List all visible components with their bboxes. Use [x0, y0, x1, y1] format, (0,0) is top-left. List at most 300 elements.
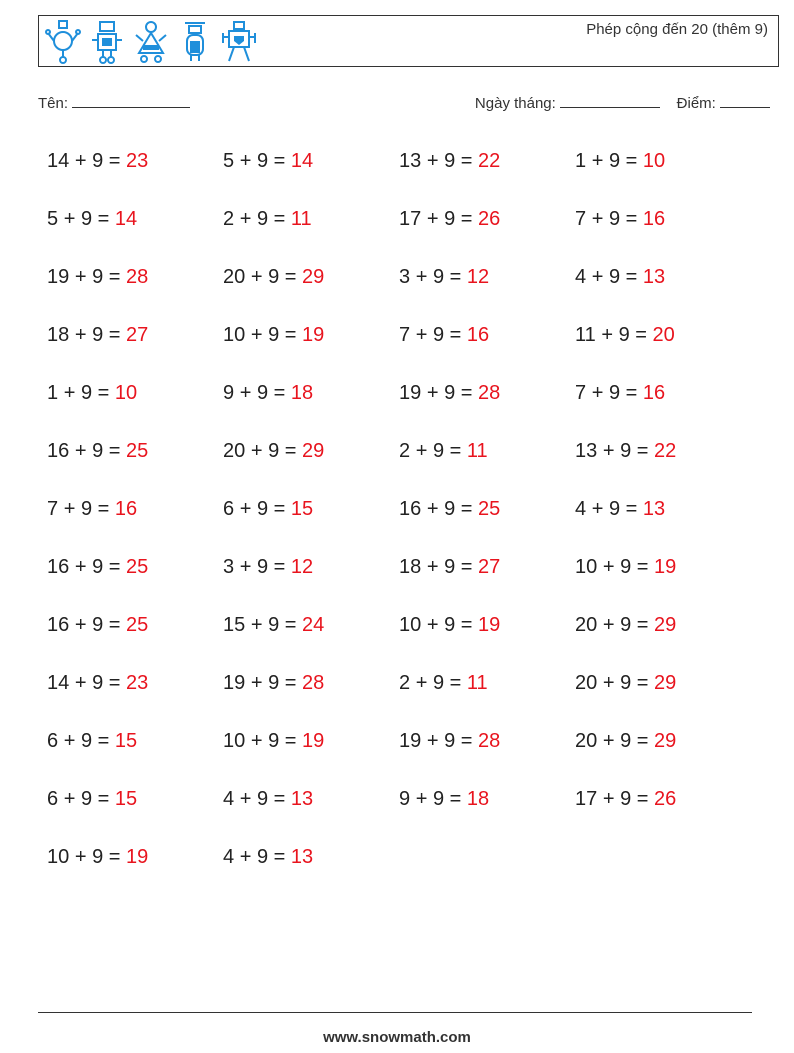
problem	[575, 725, 751, 783]
operand-b: 9	[256, 208, 269, 230]
problem	[223, 493, 399, 551]
robot-2-icon	[89, 19, 125, 65]
answer: 28	[302, 672, 325, 694]
plus-sign: +	[415, 324, 428, 346]
date-blank[interactable]	[560, 93, 660, 108]
plus-sign: +	[239, 150, 252, 172]
answer: 13	[642, 266, 666, 288]
answer: 29	[302, 440, 325, 462]
operand-a: 3	[399, 266, 411, 288]
operand-a: 4	[223, 788, 235, 810]
plus-sign: +	[250, 266, 263, 288]
name-label: Tên:	[38, 95, 69, 112]
problem	[575, 377, 751, 435]
operand-a: 16	[47, 614, 70, 636]
answer: 15	[114, 788, 138, 810]
plus-sign: +	[602, 440, 615, 462]
answer: 28	[478, 382, 501, 404]
problem	[399, 783, 575, 841]
problem	[47, 203, 223, 261]
answer: 25	[478, 498, 501, 520]
date-score-fields	[475, 93, 770, 112]
operand-a: 9	[223, 382, 235, 404]
operand-a: 20	[575, 672, 598, 694]
problem-row	[47, 493, 751, 551]
operand-a: 17	[399, 208, 422, 230]
plus-sign: +	[74, 614, 87, 636]
operand-b: 9	[256, 556, 269, 578]
plus-sign: +	[415, 788, 428, 810]
operand-a: 11	[575, 324, 596, 346]
problem	[47, 841, 223, 899]
equals-sign: =	[108, 324, 121, 346]
plus-sign: +	[74, 440, 87, 462]
problem	[47, 435, 223, 493]
operand-a: 10	[47, 846, 70, 868]
problem	[223, 783, 399, 841]
answer: 16	[114, 498, 138, 520]
plus-sign: +	[63, 788, 76, 810]
operand-b: 9	[92, 556, 104, 578]
answer: 23	[126, 150, 149, 172]
operand-b: 9	[256, 498, 269, 520]
problem	[47, 609, 223, 667]
operand-b: 9	[444, 150, 456, 172]
plus-sign: +	[74, 324, 87, 346]
equals-sign: =	[284, 672, 297, 694]
answer: 18	[466, 788, 490, 810]
answer: 11	[290, 208, 312, 230]
operand-a: 4	[223, 846, 235, 868]
operand-a: 16	[47, 440, 70, 462]
operand-b: 9	[608, 382, 621, 404]
problem	[399, 203, 575, 261]
operand-a: 2	[399, 672, 411, 694]
operand-a: 6	[47, 730, 59, 752]
problem	[399, 145, 575, 203]
operand-b: 9	[92, 672, 104, 694]
plus-sign: +	[239, 846, 252, 868]
plus-sign: +	[426, 382, 439, 404]
operand-b: 9	[444, 730, 456, 752]
operand-b: 9	[432, 788, 445, 810]
operand-b: 9	[444, 614, 456, 636]
equals-sign: =	[284, 440, 297, 462]
plus-sign: +	[74, 266, 87, 288]
plus-sign: +	[74, 150, 87, 172]
operand-a: 10	[223, 324, 246, 346]
problem-row	[47, 609, 751, 667]
operand-a: 4	[575, 266, 587, 288]
problem-row	[47, 551, 751, 609]
operand-b: 9	[80, 208, 93, 230]
answer: 10	[114, 382, 138, 404]
plus-sign: +	[426, 556, 439, 578]
operand-a: 19	[223, 672, 246, 694]
score-blank[interactable]	[720, 93, 770, 108]
problem-grid	[47, 145, 751, 899]
operand-b: 9	[92, 150, 104, 172]
operand-a: 16	[399, 498, 422, 520]
operand-a: 4	[575, 498, 587, 520]
answer: 13	[290, 788, 314, 810]
plus-sign: +	[239, 556, 252, 578]
problem	[399, 377, 575, 435]
plus-sign: +	[63, 208, 76, 230]
plus-sign: +	[239, 788, 252, 810]
operand-a: 2	[223, 208, 235, 230]
equals-sign: =	[460, 382, 473, 404]
operand-a: 5	[47, 208, 59, 230]
operand-a: 7	[575, 382, 587, 404]
equals-sign: =	[625, 266, 638, 288]
operand-a: 14	[47, 672, 70, 694]
plus-sign: +	[250, 614, 263, 636]
equals-sign: =	[449, 324, 462, 346]
problem-row	[47, 667, 751, 725]
equals-sign: =	[108, 846, 121, 868]
operand-b: 9	[80, 498, 93, 520]
answer: 22	[478, 150, 501, 172]
equals-sign: =	[625, 382, 638, 404]
problem	[399, 725, 575, 783]
answer: 25	[126, 440, 149, 462]
answer: 29	[302, 266, 325, 288]
problem	[575, 609, 751, 667]
operand-a: 20	[223, 440, 246, 462]
answer: 28	[478, 730, 501, 752]
operand-b: 9	[256, 788, 269, 810]
plus-sign: +	[602, 730, 615, 752]
answer: 25	[126, 614, 149, 636]
operand-a: 19	[47, 266, 70, 288]
operand-a: 9	[399, 788, 411, 810]
problem	[223, 667, 399, 725]
equals-sign: =	[108, 672, 121, 694]
plus-sign: +	[591, 498, 604, 520]
robot-4-icon	[177, 19, 213, 65]
equals-sign: =	[108, 556, 121, 578]
problem	[399, 667, 575, 725]
operand-b: 9	[620, 672, 632, 694]
answer: 23	[126, 672, 149, 694]
operand-a: 7	[47, 498, 59, 520]
operand-b: 9	[432, 266, 445, 288]
operand-b: 9	[268, 614, 280, 636]
answer: 16	[642, 208, 666, 230]
equals-sign: =	[284, 266, 297, 288]
problem	[575, 667, 751, 725]
operand-a: 7	[399, 324, 411, 346]
plus-sign: +	[250, 324, 263, 346]
plus-sign: +	[426, 498, 439, 520]
equals-sign: =	[636, 556, 649, 578]
problem	[223, 435, 399, 493]
operand-b: 9	[444, 208, 456, 230]
equals-sign: =	[449, 440, 462, 462]
problem	[223, 841, 399, 899]
problem	[399, 319, 575, 377]
plus-sign: +	[74, 672, 87, 694]
operand-a: 7	[575, 208, 587, 230]
plus-sign: +	[415, 266, 428, 288]
plus-sign: +	[239, 382, 252, 404]
operand-a: 20	[575, 614, 598, 636]
problem-row	[47, 435, 751, 493]
plus-sign: +	[415, 672, 428, 694]
problem	[223, 551, 399, 609]
equals-sign: =	[636, 440, 649, 462]
answer: 29	[654, 672, 677, 694]
operand-a: 15	[223, 614, 246, 636]
operand-b: 9	[620, 440, 632, 462]
problem	[47, 319, 223, 377]
answer: 15	[114, 730, 138, 752]
operand-b: 9	[256, 150, 269, 172]
equals-sign: =	[273, 846, 286, 868]
equals-sign: =	[625, 498, 638, 520]
equals-sign: =	[284, 730, 297, 752]
answer: 19	[126, 846, 149, 868]
footer-website: www.snowmath.com	[323, 1029, 471, 1046]
problem	[575, 261, 751, 319]
operand-a: 2	[399, 440, 411, 462]
operand-a: 10	[399, 614, 422, 636]
problem	[223, 203, 399, 261]
operand-a: 18	[47, 324, 70, 346]
operand-b: 9	[608, 208, 621, 230]
answer: 25	[126, 556, 149, 578]
operand-a: 3	[223, 556, 235, 578]
operand-b: 9	[432, 672, 445, 694]
plus-sign: +	[415, 440, 428, 462]
operand-a: 1	[47, 382, 59, 404]
operand-b: 9	[608, 498, 621, 520]
operand-b: 9	[92, 614, 104, 636]
problem	[47, 725, 223, 783]
problem	[399, 435, 575, 493]
plus-sign: +	[63, 498, 76, 520]
answer: 20	[652, 324, 675, 346]
answer: 10	[642, 150, 666, 172]
operand-b: 9	[92, 440, 104, 462]
operand-b: 9	[620, 730, 632, 752]
answer: 28	[126, 266, 149, 288]
answer: 16	[466, 324, 490, 346]
plus-sign: +	[239, 208, 252, 230]
plus-sign: +	[250, 440, 263, 462]
operand-b: 9	[92, 266, 104, 288]
problem	[575, 435, 751, 493]
answer: 19	[654, 556, 677, 578]
plus-sign: +	[239, 498, 252, 520]
score-label: Điểm:	[676, 95, 716, 112]
plus-sign: +	[591, 266, 604, 288]
equals-sign: =	[108, 266, 121, 288]
operand-b: 9	[256, 846, 269, 868]
equals-sign: =	[636, 672, 649, 694]
operand-b: 9	[92, 324, 104, 346]
date-label: Ngày tháng:	[474, 95, 556, 112]
problem	[399, 551, 575, 609]
answer: 27	[126, 324, 149, 346]
footer-divider	[38, 1012, 752, 1013]
plus-sign: +	[602, 556, 615, 578]
equals-sign: =	[460, 556, 473, 578]
operand-b: 9	[80, 788, 93, 810]
plus-sign: +	[426, 150, 439, 172]
problem	[47, 493, 223, 551]
problem-row	[47, 841, 751, 899]
plus-sign: +	[591, 382, 604, 404]
plus-sign: +	[250, 672, 263, 694]
operand-b: 9	[444, 498, 456, 520]
equals-sign: =	[273, 788, 286, 810]
plus-sign: +	[602, 672, 615, 694]
equals-sign: =	[273, 498, 286, 520]
operand-a: 20	[223, 266, 246, 288]
problem	[223, 261, 399, 319]
equals-sign: =	[449, 788, 462, 810]
answer: 12	[290, 556, 314, 578]
operand-a: 6	[47, 788, 59, 810]
plus-sign: +	[602, 788, 615, 810]
equals-sign: =	[97, 208, 110, 230]
problem	[47, 783, 223, 841]
plus-sign: +	[426, 208, 439, 230]
equals-sign: =	[460, 614, 473, 636]
plus-sign: +	[426, 614, 439, 636]
operand-b: 9	[80, 730, 93, 752]
equals-sign: =	[108, 150, 121, 172]
answer: 14	[290, 150, 314, 172]
problem	[47, 551, 223, 609]
equals-sign: =	[635, 324, 647, 346]
problem-row	[47, 783, 751, 841]
equals-sign: =	[636, 730, 649, 752]
answer: 13	[290, 846, 314, 868]
worksheet-title: Phép cộng đến 20 (thêm 9)	[586, 21, 768, 38]
equals-sign: =	[284, 324, 297, 346]
problem	[223, 377, 399, 435]
equals-sign: =	[625, 208, 638, 230]
equals-sign: =	[273, 556, 286, 578]
equals-sign: =	[273, 150, 286, 172]
operand-b: 9	[268, 672, 280, 694]
problem	[575, 493, 751, 551]
plus-sign: +	[426, 730, 439, 752]
problem	[575, 783, 751, 841]
operand-b: 9	[620, 788, 632, 810]
robot-1-icon	[45, 19, 81, 65]
equals-sign: =	[97, 788, 110, 810]
name-field	[38, 93, 190, 112]
problem-row	[47, 145, 751, 203]
answer: 12	[466, 266, 490, 288]
answer: 27	[478, 556, 501, 578]
equals-sign: =	[625, 150, 638, 172]
operand-b: 9	[268, 324, 280, 346]
robot-icons	[45, 19, 257, 65]
operand-a: 16	[47, 556, 70, 578]
answer: 19	[478, 614, 501, 636]
operand-a: 19	[399, 730, 422, 752]
problem	[399, 609, 575, 667]
equals-sign: =	[273, 208, 286, 230]
problem	[47, 667, 223, 725]
operand-b: 9	[92, 846, 104, 868]
operand-b: 9	[620, 614, 632, 636]
problem	[575, 319, 751, 377]
robot-3-icon	[133, 19, 169, 65]
problem	[223, 609, 399, 667]
answer: 19	[302, 730, 325, 752]
plus-sign: +	[74, 846, 87, 868]
equals-sign: =	[636, 614, 649, 636]
operand-b: 9	[432, 324, 445, 346]
problem-row	[47, 203, 751, 261]
plus-sign: +	[63, 382, 76, 404]
answer: 18	[290, 382, 314, 404]
plus-sign: +	[250, 730, 263, 752]
equals-sign: =	[449, 672, 462, 694]
plus-sign: +	[591, 208, 604, 230]
operand-b: 9	[268, 440, 280, 462]
plus-sign: +	[74, 556, 87, 578]
plus-sign: +	[591, 150, 604, 172]
answer: 29	[654, 730, 677, 752]
problem-row	[47, 725, 751, 783]
answer: 15	[290, 498, 314, 520]
operand-b: 9	[608, 150, 621, 172]
robot-5-icon	[221, 19, 257, 65]
answer: 13	[642, 498, 666, 520]
equals-sign: =	[460, 208, 473, 230]
equals-sign: =	[284, 614, 297, 636]
operand-b: 9	[268, 266, 280, 288]
problem	[575, 551, 751, 609]
problem	[223, 725, 399, 783]
equals-sign: =	[460, 498, 473, 520]
operand-b: 9	[268, 730, 280, 752]
problem	[399, 493, 575, 551]
answer: 24	[302, 614, 325, 636]
operand-a: 18	[399, 556, 422, 578]
answer: 29	[654, 614, 677, 636]
operand-a: 10	[223, 730, 246, 752]
problem	[47, 261, 223, 319]
equals-sign: =	[97, 498, 110, 520]
operand-a: 14	[47, 150, 70, 172]
operand-a: 5	[223, 150, 235, 172]
operand-b: 9	[80, 382, 93, 404]
operand-a: 13	[575, 440, 598, 462]
name-blank[interactable]	[72, 93, 190, 108]
equals-sign: =	[636, 788, 649, 810]
operand-b: 9	[444, 556, 456, 578]
answer: 26	[654, 788, 677, 810]
equals-sign: =	[97, 730, 110, 752]
problem-row	[47, 319, 751, 377]
problem	[223, 145, 399, 203]
problem	[399, 261, 575, 319]
operand-a: 6	[223, 498, 235, 520]
operand-a: 13	[399, 150, 422, 172]
problem	[47, 145, 223, 203]
equals-sign: =	[449, 266, 462, 288]
operand-a: 20	[575, 730, 598, 752]
problem	[575, 203, 751, 261]
